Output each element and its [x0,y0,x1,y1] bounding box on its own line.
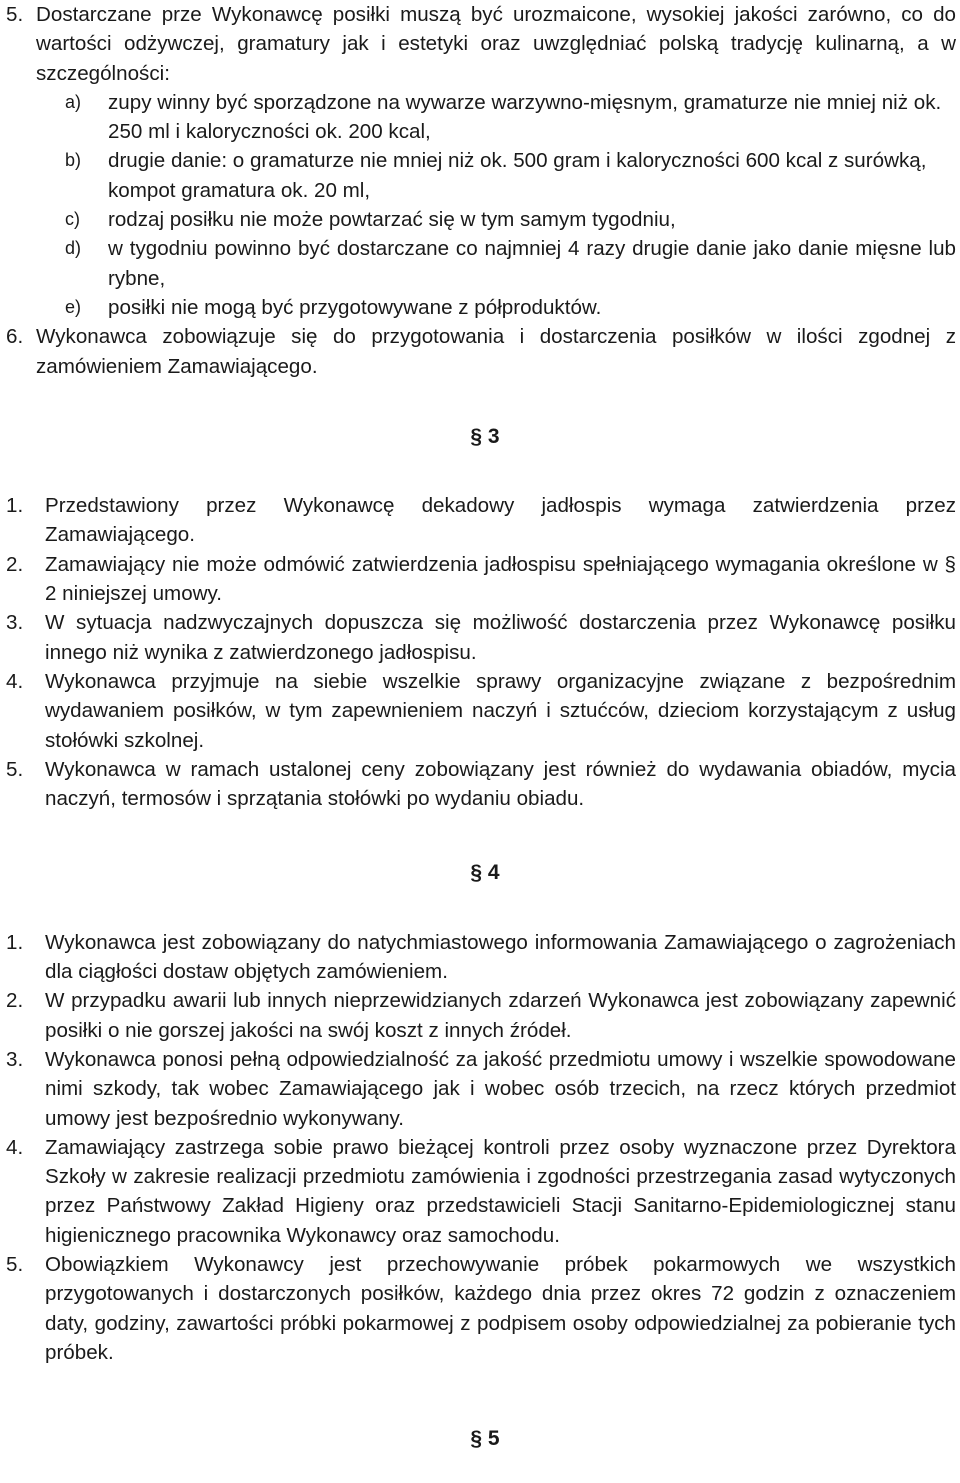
list-item [6,322,956,381]
item-number: 4. [6,1135,24,1159]
subitem-text: posiłki nie mogą być przygotowywane z półproduktów. [108,295,602,319]
subitem [36,88,956,147]
list-item [6,1133,956,1250]
list-item [6,0,956,322]
item-text: Wykonawca w ramach ustalonej ceny zobowiązany jest również do wydawania obiadów, mycia naczyń, termosów i sprzątania stołówki po wydaniu obiadu. [45,757,956,811]
list-item [6,928,956,987]
item-text: Wykonawca jest zobowiązany do natychmiastowego informowania Zamawiającego o zagrożeniach dla ciągłości dostaw objętych zamówieniem. [45,930,956,984]
item-text: Dostarczane prze Wykonawcę posiłki muszą być urozmaicone, wysokiej jakości zarówno, co do wartości odżywczej, gramatury jak i estetyki oraz uwzględniać polską tradycję kulinarną, a w szczególności: [36,3,956,85]
item-number: 3. [6,611,24,635]
list-item [6,755,956,814]
subitem-label: e) [65,296,82,317]
subitem-text: drugie danie: o gramaturze nie mniej niż ok. 500 gram i kaloryczności 600 kcal z surówką, kompot gramatura ok. 20 ml, [108,149,927,202]
list-item [6,608,956,667]
list-item [6,986,956,1045]
subitem-text: zupy winny być sporządzone na wywarze warzywno-mięsnym, gramaturze nie mniej niż ok. 250 ml i kaloryczności ok. 200 kcal, [108,90,942,144]
list-item [6,550,956,609]
item-number: 1. [6,494,24,518]
item-text: W sytuacja nadzwyczajnych dopuszcza się możliwość dostarczenia przez Wykonawcę posiłku innego niż wynika z zatwierdzonego jadłospisu. [45,611,956,664]
list-item [6,1250,956,1367]
item-text: Obowiązkiem Wykonawcy jest przechowywanie próbek pokarmowych we wszystkich przygotowanych i dostarczonych posiłków, każdego dnia przez okres 72 godzin z oznaczeniem daty, godziny, zawartości próbki pokarmowej z podpisem osoby odpowiedzialnej za pobieranie tych próbek. [45,1252,956,1364]
list-item [6,667,956,755]
subitem [36,146,956,205]
item-body [36,0,956,322]
item-number: 4. [6,669,24,693]
item-text: Wykonawca zobowiązuje się do przygotowania i dostarczenia posiłków w ilości zgodnej z zamówieniem Zamawiającego. [36,325,956,378]
section-3-list [6,491,956,813]
item-number: 5. [6,757,24,781]
subitem [36,234,956,293]
subitem-label: a) [65,91,82,112]
subitem [36,205,956,234]
item-number: 3. [6,1047,24,1071]
item-number: 2. [6,989,24,1013]
item-text: Wykonawca przyjmuje na siebie wszelkie sprawy organizacyjne związane z bezpośrednim wydawaniem posiłków, w tym zapewnieniem naczyń i sztućców, dzieciom korzystającym z usług stołówki szkolnej. [45,669,956,752]
section-4-list [6,928,956,1367]
item-number: 6. [6,325,24,349]
list-item [6,491,956,550]
item-text: W przypadku awarii lub innych nieprzewidzianych zdarzeń Wykonawca jest zobowiązany zapewnić posiłki o nie gorszej jakości na swój koszt z innych źródeł. [45,989,956,1042]
section-heading: § 5 [470,1427,500,1451]
item-text: Zamawiający zastrzega sobie prawo bieżącej kontroli przez osoby wyznaczone przez Dyrektora Szkoły w zakresie realizacji przedmiotu zamówienia i zgodności przestrzegania zasad wytyczonych przez Państwowy Zakład Higieny oraz przedstawicieli Stacji Sanitarno-Epidemiologicznej stanu higienicznego pracownika Wykonawcy oraz samochodu. [45,1135,956,1247]
section-heading: § 3 [470,424,500,448]
item-text: Wykonawca ponosi pełną odpowiedzialność za jakość przedmiotu umowy i wszelkie spowodowane nimi szkody, tak wobec Zamawiającego jak i wobec osób trzecich, na rzecz których przedmiot umowy jest bezpośrednio wykonywany. [45,1047,956,1130]
item-number: 2. [6,552,24,576]
list-item [6,1045,956,1133]
subitem-label: b) [65,150,82,171]
subitem-label: d) [65,238,82,259]
subitem-label: c) [65,209,80,230]
subitem [36,293,956,322]
item-number: 1. [6,930,24,954]
item-number: 5. [6,1252,24,1276]
subitem-text: rodzaj posiłku nie może powtarzać się w tym samym tygodniu, [108,208,676,232]
subitem-text: w tygodniu powinno być dostarczane co najmniej 4 razy drugie danie jako danie mięsne lub rybne, [108,237,956,290]
top-list [6,0,956,381]
section-heading: § 4 [470,861,500,885]
item-number: 5. [6,3,24,26]
item-text: Przedstawiony przez Wykonawcę dekadowy jadłospis wymaga zatwierdzenia przez Zamawiającego. [45,494,956,547]
item-text: Zamawiający nie może odmówić zatwierdzenia jadłospisu spełniającego wymagania określone w § 2 niniejszej umowy. [45,552,956,606]
